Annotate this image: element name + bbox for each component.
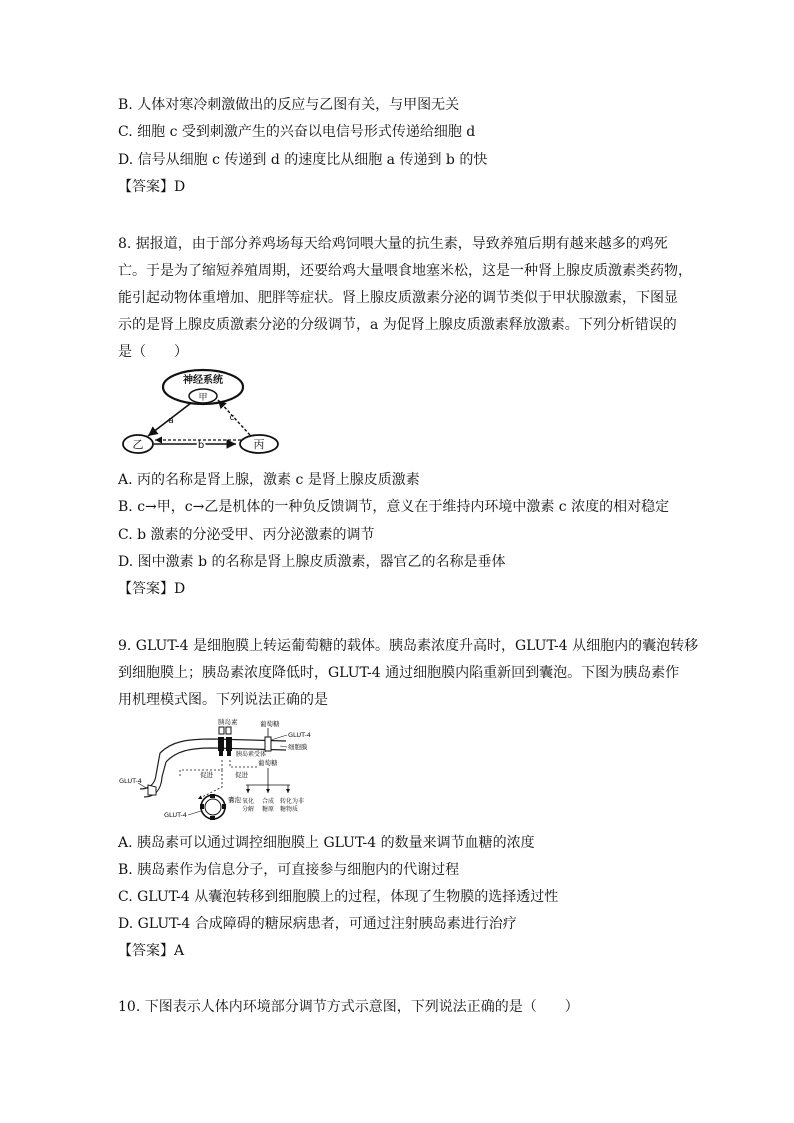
q8-option-b: B. c→甲，c→乙是机体的一种负反馈调节，意义在于维持内环境中激素 c 浓度的相对稳定 [118, 499, 670, 515]
q7-option-c: C. 细胞 c 受到刺激产生的兴奋以电信号形式传递给细胞 d [118, 124, 476, 140]
glut4-left-label: GLUT-4 [119, 777, 142, 785]
q7-option-b: B. 人体对寒冷刺激做出的反应与乙图有关，与甲图无关 [118, 97, 460, 113]
glut4-channel-left [148, 785, 156, 795]
insulin-mechanism-diagram [118, 715, 343, 823]
svg-text:糖物质: 糖物质 [280, 806, 299, 813]
q8-option-c: C. b 激素的分泌受甲、丙分泌激素的调节 [118, 527, 375, 543]
jia-label: 甲 [198, 393, 208, 403]
label-c: c [229, 413, 235, 423]
bing-label: 丙 [253, 438, 265, 451]
q8-stem-line-3: 能引起动物体重增加、肥胖等症状。肾上腺皮质激素分泌的调节类似于甲状腺激素，下图显 [118, 290, 678, 306]
q8-stem-line-5: 是（ ） [118, 344, 188, 360]
label-a: a [168, 416, 174, 426]
insulin-molecule [219, 727, 224, 734]
q9-stem-line-2: 到细胞膜上；胰岛素浓度降低时，GLUT-4 通过细胞膜内陷重新回到囊泡。下图为胰岛素作 [118, 665, 680, 681]
vesicle-label: 囊泡 [228, 796, 241, 804]
glucose-top-label: 葡萄糖 [260, 720, 280, 728]
q7-option-d: D. 信号从细胞 c 传递到 d 的速度比从细胞 a 传递到 b 的快 [118, 152, 488, 168]
svg-text:分解: 分解 [242, 806, 255, 813]
insulin-receptor [218, 737, 224, 751]
q9-option-a: A. 胰岛素可以通过调控细胞膜上 GLUT-4 的数量来调节血糖的浓度 [118, 835, 535, 851]
q9-option-b: B. 胰岛素作为信息分子，可直接参与细胞内的代谢过程 [118, 862, 460, 878]
outcome-oxidation: 氧化 [242, 798, 255, 805]
insulin-label: 胰岛素 [218, 718, 238, 726]
label-b: b [197, 440, 205, 451]
glut4-channel-membrane [265, 737, 271, 751]
membrane-label: 细胞膜 [288, 743, 308, 751]
nervous-system-label: 神经系统 [183, 375, 223, 386]
q8-stem-line-2: 亡。于是为了缩短养殖周期，还要给鸡大量喂食地塞米松，这是一种肾上腺皮质激素类药物， [118, 263, 692, 279]
outcome-non-sugar: 转化为非 [280, 798, 305, 805]
yi-label: 乙 [132, 438, 144, 451]
q9-option-c: C. GLUT-4 从囊泡转移到细胞膜上的过程，体现了生物膜的选择透过性 [118, 889, 559, 905]
q9-stem-line-3: 用机理模式图。下列说法正确的是 [118, 692, 328, 708]
promote-path-right [230, 760, 258, 767]
q8-option-d: D. 图中激素 b 的名称是肾上腺皮质激素，器官乙的名称是垂体 [118, 554, 506, 570]
q8-option-a: A. 丙的名称是肾上腺，激素 c 是肾上腺皮质激素 [118, 472, 420, 488]
q7-answer: 【答案】D [118, 179, 186, 195]
glut4-right-label: GLUT-4 [288, 731, 311, 739]
q8-answer: 【答案】D [118, 581, 186, 597]
hormone-regulation-diagram [118, 368, 288, 460]
q9-answer: 【答案】A [118, 943, 185, 959]
glucose-mid-label: 葡萄糖 [258, 759, 278, 767]
outcome-glycogen: 合成 [262, 798, 275, 805]
svg-text:糖原: 糖原 [262, 806, 275, 813]
glut4-bottom-label: GLUT-4 [164, 811, 187, 819]
q8-stem-line-4: 示的是肾上腺皮质激素分泌的分级调节，a 为促肾上腺皮质激素释放激素。下列分析错误的 [118, 317, 677, 333]
q9-option-d: D. GLUT-4 合成障碍的糖尿病患者，可通过注射胰岛素进行治疗 [118, 916, 517, 932]
promote-label-1: 促进 [200, 771, 213, 779]
q9-stem-line-1: 9. GLUT-4 是细胞膜上转运葡萄糖的载体。胰岛素浓度升高时，GLUT-4 从细胞内的囊泡转移 [118, 638, 699, 654]
q8-stem-line-1: 8. 据报道，由于部分养鸡场每天给鸡饲喂大量的抗生素，导致养殖后期有越来越多的鸡死 [118, 236, 668, 252]
q10-stem: 10. 下图表示人体内环境部分调节方式示意图，下列说法正确的是（ ） [118, 999, 579, 1015]
promote-label-2: 促进 [235, 771, 248, 779]
receptor-label: 胰岛素受体 [236, 751, 267, 758]
